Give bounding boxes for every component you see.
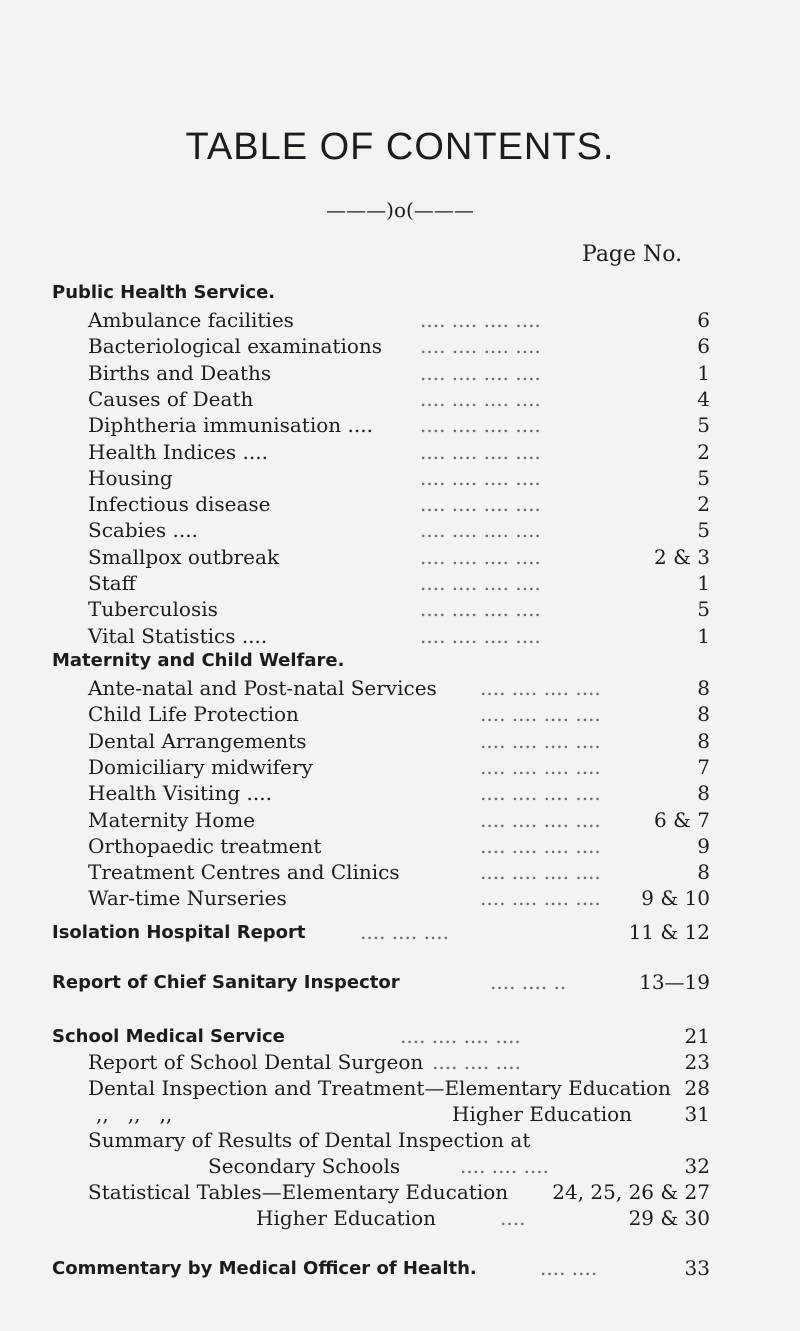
leader-dots: .... .... .... ....: [420, 597, 541, 622]
page-number: 8: [697, 676, 710, 700]
toc-entry-school: [0, 1024, 800, 1052]
leader-dots: .... .... .... ....: [420, 571, 541, 595]
page-number: 8: [697, 860, 710, 885]
page-title: TABLE OF CONTENTS.: [185, 126, 615, 168]
section-heading-maternity: Maternity and Child Welfare.: [52, 650, 345, 671]
leader-dots: .... ....: [540, 1256, 598, 1280]
page-number: 2: [697, 492, 710, 517]
leader-dots: .... .... ....: [432, 1050, 522, 1074]
entry-label: Births and Deaths: [88, 360, 272, 385]
leader-dots: .... .... .... ....: [420, 544, 541, 569]
page-number: 31: [684, 1102, 710, 1126]
leader-dots: .... .... .... ....: [480, 754, 601, 779]
page-number: 6: [697, 334, 710, 359]
toc-entry: [0, 729, 800, 757]
toc-entry: [0, 466, 800, 494]
leader-dots: .... .... .... ....: [420, 623, 541, 648]
page-number: 1: [697, 623, 710, 648]
toc-entry: [0, 492, 800, 520]
entry-label: Tuberculosis: [88, 597, 218, 622]
toc-entry: [0, 571, 800, 599]
page-number: 9 & 10: [641, 886, 710, 911]
entry-label: Statistical Tables—Elementary Education: [88, 1180, 509, 1204]
toc-entry-commentary: [0, 1256, 800, 1284]
leader-dots: .... .... .... ....: [480, 886, 601, 911]
page-number: 8: [697, 702, 710, 727]
entry-label: Dental Arrangements: [88, 728, 307, 753]
entry-label: Secondary Schools: [208, 1154, 401, 1178]
toc-entry: [0, 440, 800, 468]
entry-label: Orthopaedic treatment: [88, 833, 322, 858]
toc-entry-summary: [0, 1128, 800, 1156]
toc-entry: [0, 413, 800, 441]
entry-label: Treatment Centres and Clinics: [88, 860, 400, 885]
toc-entry-sanitary: [0, 970, 800, 998]
page-number: 5: [697, 465, 710, 490]
page-number: 1: [697, 571, 710, 595]
title-divider: ———)o(———: [326, 198, 474, 222]
page-number: 6: [697, 308, 710, 332]
section-heading-public-health: Public Health Service.: [52, 282, 276, 303]
toc-entry-dental-elementary: [0, 1076, 800, 1104]
entry-label: Scabies ....: [88, 518, 198, 543]
toc-entry: [0, 308, 800, 336]
entry-label: Higher Education: [256, 1206, 437, 1230]
page-number: 21: [684, 1024, 710, 1048]
toc-entry: [0, 361, 800, 389]
leader-dots: .... .... ..: [490, 970, 567, 994]
entry-label: Smallpox outbreak: [88, 544, 280, 569]
leader-dots: .... .... .... ....: [480, 728, 601, 753]
toc-entry: [0, 624, 800, 652]
leader-dots: ....: [500, 1206, 526, 1230]
section-heading-isolation: Isolation Hospital Report: [52, 922, 306, 943]
leader-dots: .... .... ....: [360, 920, 450, 944]
page-number: 24, 25, 26 & 27: [552, 1180, 710, 1204]
leader-dots: .... .... .... ....: [480, 860, 601, 885]
toc-entry: [0, 545, 800, 573]
entry-label: Domiciliary midwifery: [88, 754, 313, 779]
entry-label: Dental Inspection and Treatment—Elementary Education: [88, 1076, 671, 1100]
toc-entry: [0, 808, 800, 836]
page-number: 2: [697, 439, 710, 464]
toc-entry: [0, 334, 800, 362]
page-number: 28: [684, 1076, 710, 1100]
page-number: 1: [697, 360, 710, 385]
entry-label: Maternity Home: [88, 807, 256, 832]
leader-dots: .... .... .... ....: [420, 465, 541, 490]
entry-label: Higher Education: [452, 1102, 633, 1126]
page-number: 5: [697, 597, 710, 622]
leader-dots: .... .... ....: [460, 1154, 550, 1178]
leader-dots: .... .... .... ....: [420, 413, 541, 438]
entry-label: Summary of Results of Dental Inspection at: [88, 1128, 531, 1152]
page-number: 2 & 3: [654, 544, 710, 569]
leader-dots: .... .... .... ....: [420, 308, 541, 332]
page-number: 33: [684, 1256, 710, 1280]
toc-entry: [0, 860, 800, 888]
page-number: 8: [697, 728, 710, 753]
section-heading-school: School Medical Service: [52, 1026, 285, 1047]
entry-label: Staff: [88, 571, 136, 595]
toc-entry-stat-elementary: [0, 1180, 800, 1208]
entry-label: Housing: [88, 465, 173, 490]
section-heading-commentary: Commentary by Medical Officer of Health.: [52, 1258, 477, 1279]
page-number: 23: [684, 1050, 710, 1074]
leader-dots: .... .... .... ....: [400, 1024, 521, 1048]
leader-dots: .... .... .... ....: [420, 518, 541, 543]
entry-label: Vital Statistics ....: [88, 623, 268, 648]
entry-label: Diphtheria immunisation ....: [88, 413, 373, 438]
page-number: 5: [697, 518, 710, 543]
toc-entry: [0, 676, 800, 704]
page-number: 8: [697, 781, 710, 806]
leader-dots: .... .... .... ....: [420, 360, 541, 385]
page-number: 29 & 30: [628, 1206, 710, 1230]
entry-label: War-time Nurseries: [88, 886, 287, 911]
page-number: 13—19: [639, 970, 710, 994]
page-number: 32: [684, 1154, 710, 1178]
section-heading-sanitary: Report of Chief Sanitary Inspector: [52, 972, 400, 993]
toc-entry-dental-higher: [0, 1102, 800, 1130]
toc-entry: [0, 886, 800, 914]
toc-entry: [0, 597, 800, 625]
page-number-heading: Page No.: [582, 242, 683, 267]
page-number: 9: [697, 833, 710, 858]
toc-entry-stat-higher: [0, 1206, 800, 1234]
leader-dots: .... .... .... ....: [480, 702, 601, 727]
page-number: 11 & 12: [628, 920, 710, 944]
ditto-marks: ,, ,, ,,: [96, 1102, 173, 1126]
toc-entry: [0, 518, 800, 546]
leader-dots: .... .... .... ....: [420, 386, 541, 411]
entry-label: Bacteriological examinations: [88, 334, 383, 359]
toc-entry-secondary-schools: [0, 1154, 800, 1182]
toc-entry: [0, 755, 800, 783]
entry-label: Health Visiting ....: [88, 781, 272, 806]
entry-label: Ambulance facilities: [88, 308, 294, 332]
toc-entry: [0, 387, 800, 415]
toc-entry: [0, 702, 800, 730]
leader-dots: .... .... .... ....: [420, 334, 541, 359]
page-number: 4: [697, 386, 710, 411]
page-number: 6 & 7: [654, 807, 710, 832]
entry-label: Causes of Death: [88, 386, 254, 411]
page-number: 5: [697, 413, 710, 438]
leader-dots: .... .... .... ....: [480, 807, 601, 832]
toc-entry-dental-surgeon: [0, 1050, 800, 1078]
entry-label: Ante-natal and Post-natal Services: [88, 676, 437, 700]
leader-dots: .... .... .... ....: [480, 781, 601, 806]
leader-dots: .... .... .... ....: [480, 833, 601, 858]
entry-label: Infectious disease: [88, 492, 271, 517]
leader-dots: .... .... .... ....: [420, 492, 541, 517]
entry-label: Child Life Protection: [88, 702, 299, 727]
entry-label: Health Indices ....: [88, 439, 268, 464]
entry-label: Report of School Dental Surgeon: [88, 1050, 424, 1074]
leader-dots: .... .... .... ....: [420, 439, 541, 464]
toc-entry-isolation: [0, 920, 800, 948]
toc-entry: [0, 781, 800, 809]
page-number: 7: [697, 754, 710, 779]
leader-dots: .... .... .... ....: [480, 676, 601, 700]
toc-entry: [0, 834, 800, 862]
